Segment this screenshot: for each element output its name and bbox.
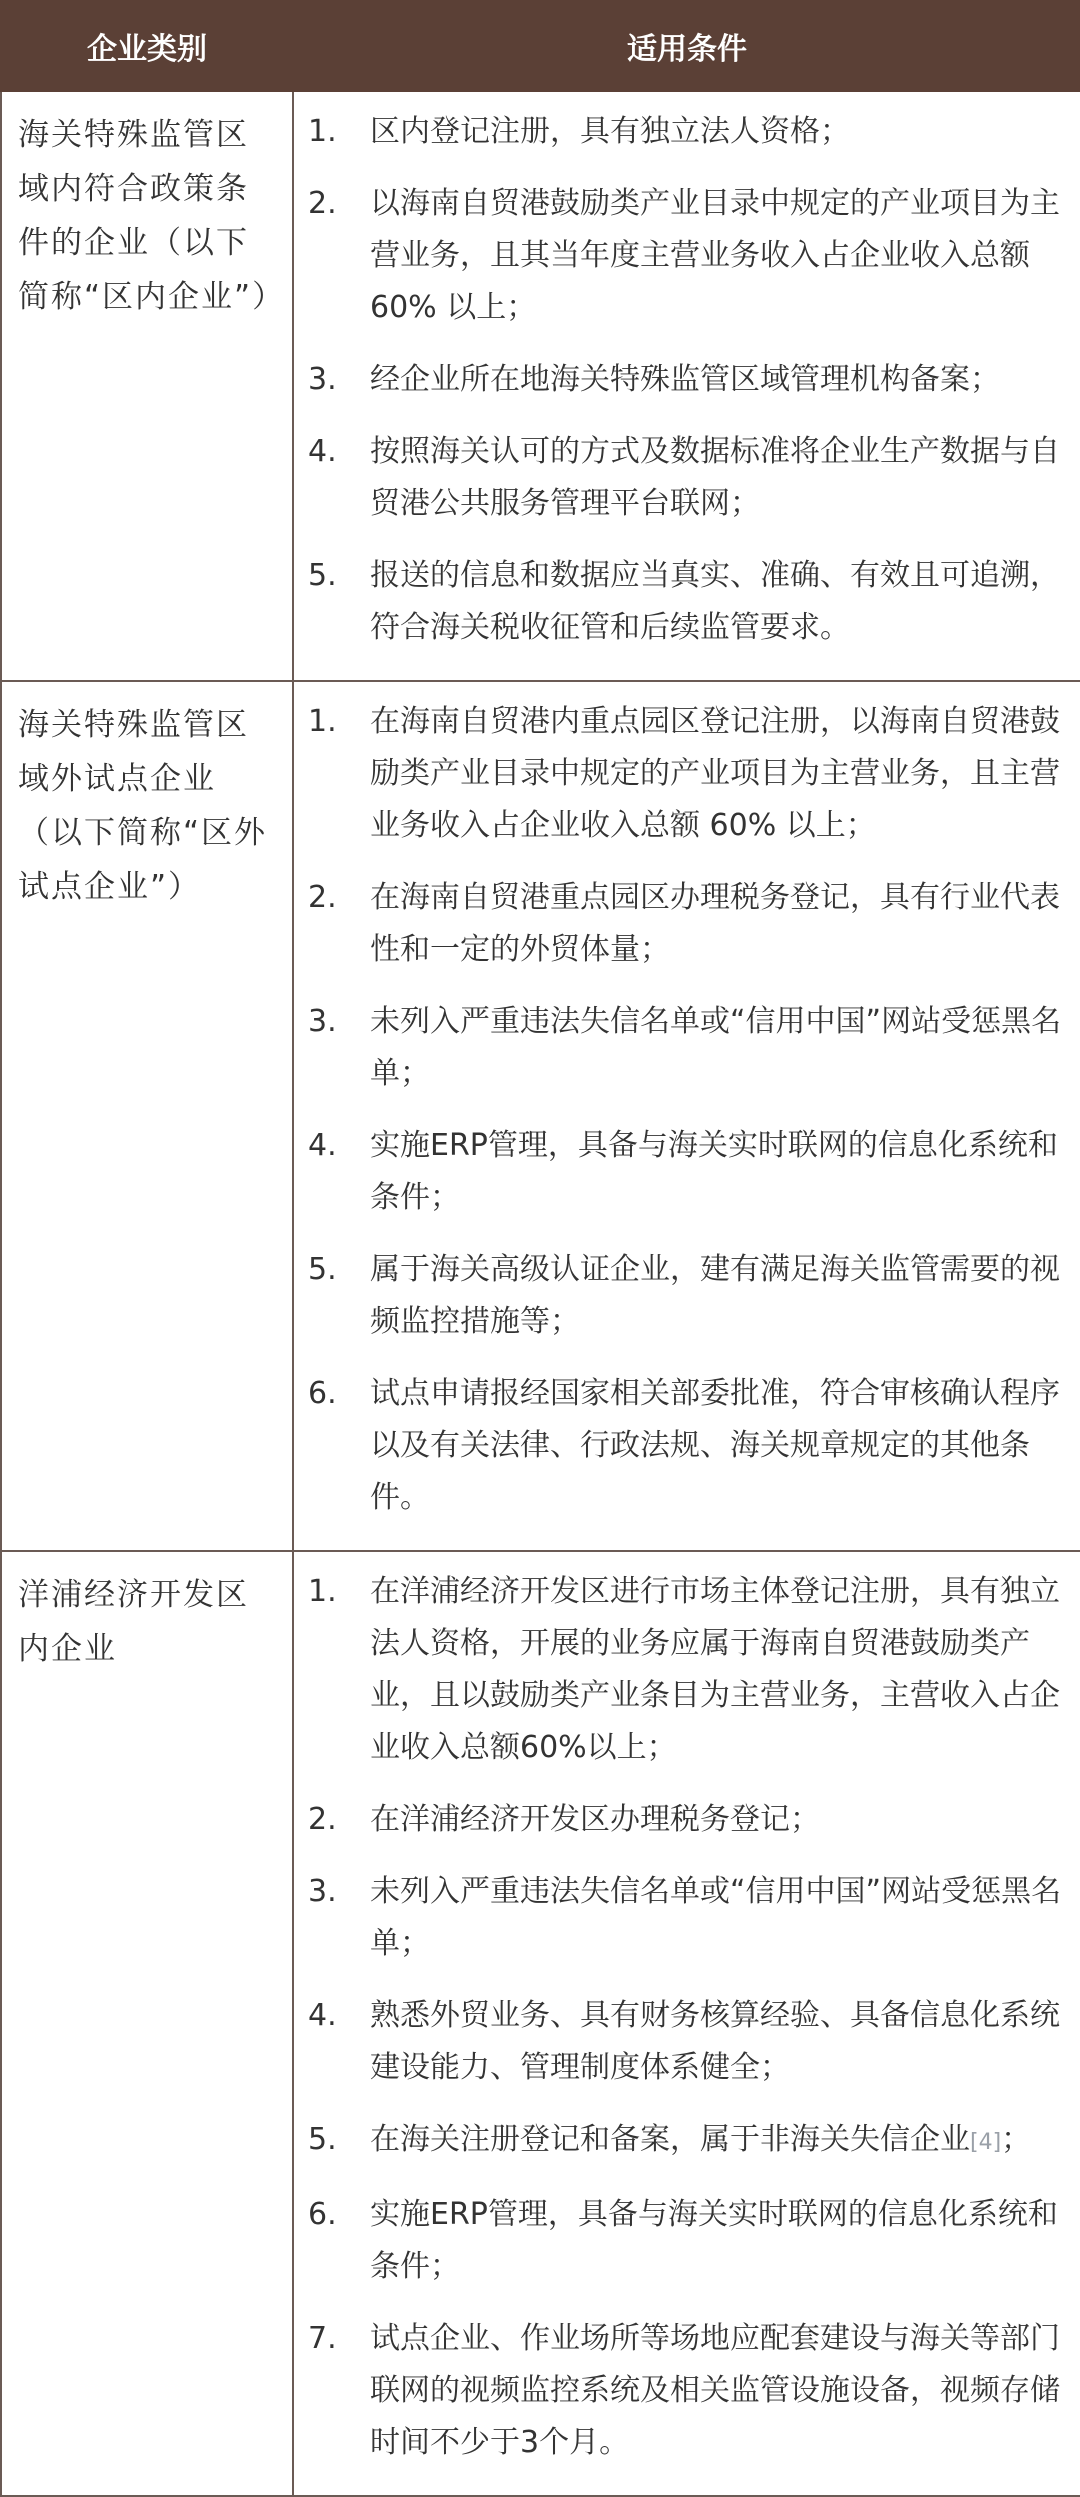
category-cell: 海关特殊监管区域内符合政策条件的企业（以下简称“区内企业”） (1, 91, 293, 682)
item-number: 6. (308, 1376, 337, 1411)
item-text: 报送的信息和数据应当真实、准确、有效且可追溯，符合海关税收征管和后续监管要求。 (370, 558, 1060, 645)
item-text: 在海南自贸港内重点园区登记注册，以海南自贸港鼓励类产业目录中规定的产业项目为主营业务，且主营业务收入占企业收入总额 60% 以上； (370, 704, 1060, 843)
item-number: 3. (308, 1004, 337, 1039)
item-text: 试点申请报经国家相关部委批准，符合审核确认程序以及有关法律、行政法规、海关规章规定的其他条件。 (370, 1376, 1060, 1515)
item-text-main: 在海关注册登记和备案，属于非海关失信企业 (370, 2122, 970, 2157)
category-cell: 海关特殊监管区域外试点企业（以下简称“区外试点企业”） (1, 681, 293, 1551)
conditions-cell (293, 681, 1080, 1551)
list-item (294, 106, 1072, 158)
list-item (294, 2189, 1072, 2293)
item-text: 以海南自贸港鼓励类产业目录中规定的产业项目为主营业务，且其当年度主营业务收入占企业收入总额60% 以上； (370, 186, 1060, 325)
item-text (370, 2114, 1072, 2169)
conditions-cell (293, 1551, 1080, 2496)
table-row (1, 91, 1080, 682)
item-number: 4. (308, 1998, 337, 2033)
list-item (294, 550, 1072, 654)
table-row (1, 1551, 1080, 2496)
table-header-row (1, 1, 1080, 91)
item-number: 2. (308, 1802, 337, 1837)
table-row (1, 681, 1080, 1551)
list-item (294, 1866, 1072, 1970)
item-number: 4. (308, 434, 337, 469)
list-item (294, 426, 1072, 530)
list-item (294, 178, 1072, 334)
list-item (294, 1244, 1072, 1348)
conditions-list (294, 1566, 1072, 2469)
header-category: 企业类别 (1, 1, 293, 91)
reference-link[interactable]: [4] (970, 2130, 1002, 2155)
item-number: 2. (308, 880, 337, 915)
list-item (294, 696, 1072, 852)
conditions-list (294, 696, 1072, 1524)
item-number: 1. (308, 704, 337, 739)
list-item (294, 1566, 1072, 1774)
item-number: 3. (308, 362, 337, 397)
conditions-cell (293, 91, 1080, 682)
item-number: 1. (308, 114, 337, 149)
item-text: 经企业所在地海关特殊监管区域管理机构备案； (370, 362, 1000, 397)
item-text: 在洋浦经济开发区办理税务登记； (370, 1802, 820, 1837)
item-text: 试点企业、作业场所等场地应配套建设与海关等部门联网的视频监控系统及相关监管设施设备，视频存储时间不少于3个月。 (370, 2321, 1060, 2460)
item-text: 在洋浦经济开发区进行市场主体登记注册，具有独立法人资格，开展的业务应属于海南自贸港鼓励类产业，且以鼓励类产业条目为主营业务，主营收入占企业收入总额60%以上； (370, 1574, 1060, 1765)
list-item (294, 1794, 1072, 1846)
item-text: 区内登记注册，具有独立法人资格； (370, 114, 850, 149)
list-item (294, 2313, 1072, 2469)
item-text: 属于海关高级认证企业，建有满足海关监管需要的视频监控措施等； (370, 1252, 1060, 1339)
item-text: 未列入严重违法失信名单或“信用中国”网站受惩黑名单； (370, 1004, 1062, 1091)
item-number: 7. (308, 2321, 337, 2356)
item-text: 在海南自贸港重点园区办理税务登记，具有行业代表性和一定的外贸体量； (370, 880, 1060, 967)
item-text: 按照海关认可的方式及数据标准将企业生产数据与自贸港公共服务管理平台联网； (370, 434, 1060, 521)
item-text: 实施ERP管理，具备与海关实时联网的信息化系统和条件； (370, 2197, 1058, 2284)
category-cell: 洋浦经济开发区内企业 (1, 1551, 293, 2496)
list-item (294, 1368, 1072, 1524)
item-number: 5. (308, 2122, 337, 2157)
item-text: 实施ERP管理，具备与海关实时联网的信息化系统和条件； (370, 1128, 1058, 1215)
item-text: 熟悉外贸业务、具有财务核算经验、具备信息化系统建设能力、管理制度体系健全； (370, 1998, 1060, 2085)
item-number: 6. (308, 2197, 337, 2232)
item-text-tail: ； (1001, 2122, 1032, 2157)
list-item (294, 2114, 1072, 2169)
item-number: 5. (308, 1252, 337, 1287)
list-item (294, 996, 1072, 1100)
conditions-list (294, 106, 1072, 654)
list-item (294, 872, 1072, 976)
list-item (294, 354, 1072, 406)
item-number: 5. (308, 558, 337, 593)
list-item (294, 1990, 1072, 2094)
header-conditions: 适用条件 (293, 1, 1080, 91)
item-text: 未列入严重违法失信名单或“信用中国”网站受惩黑名单； (370, 1874, 1062, 1961)
list-item (294, 1120, 1072, 1224)
item-number: 4. (308, 1128, 337, 1163)
item-number: 2. (308, 186, 337, 221)
item-number: 3. (308, 1874, 337, 1909)
item-number: 1. (308, 1574, 337, 1609)
